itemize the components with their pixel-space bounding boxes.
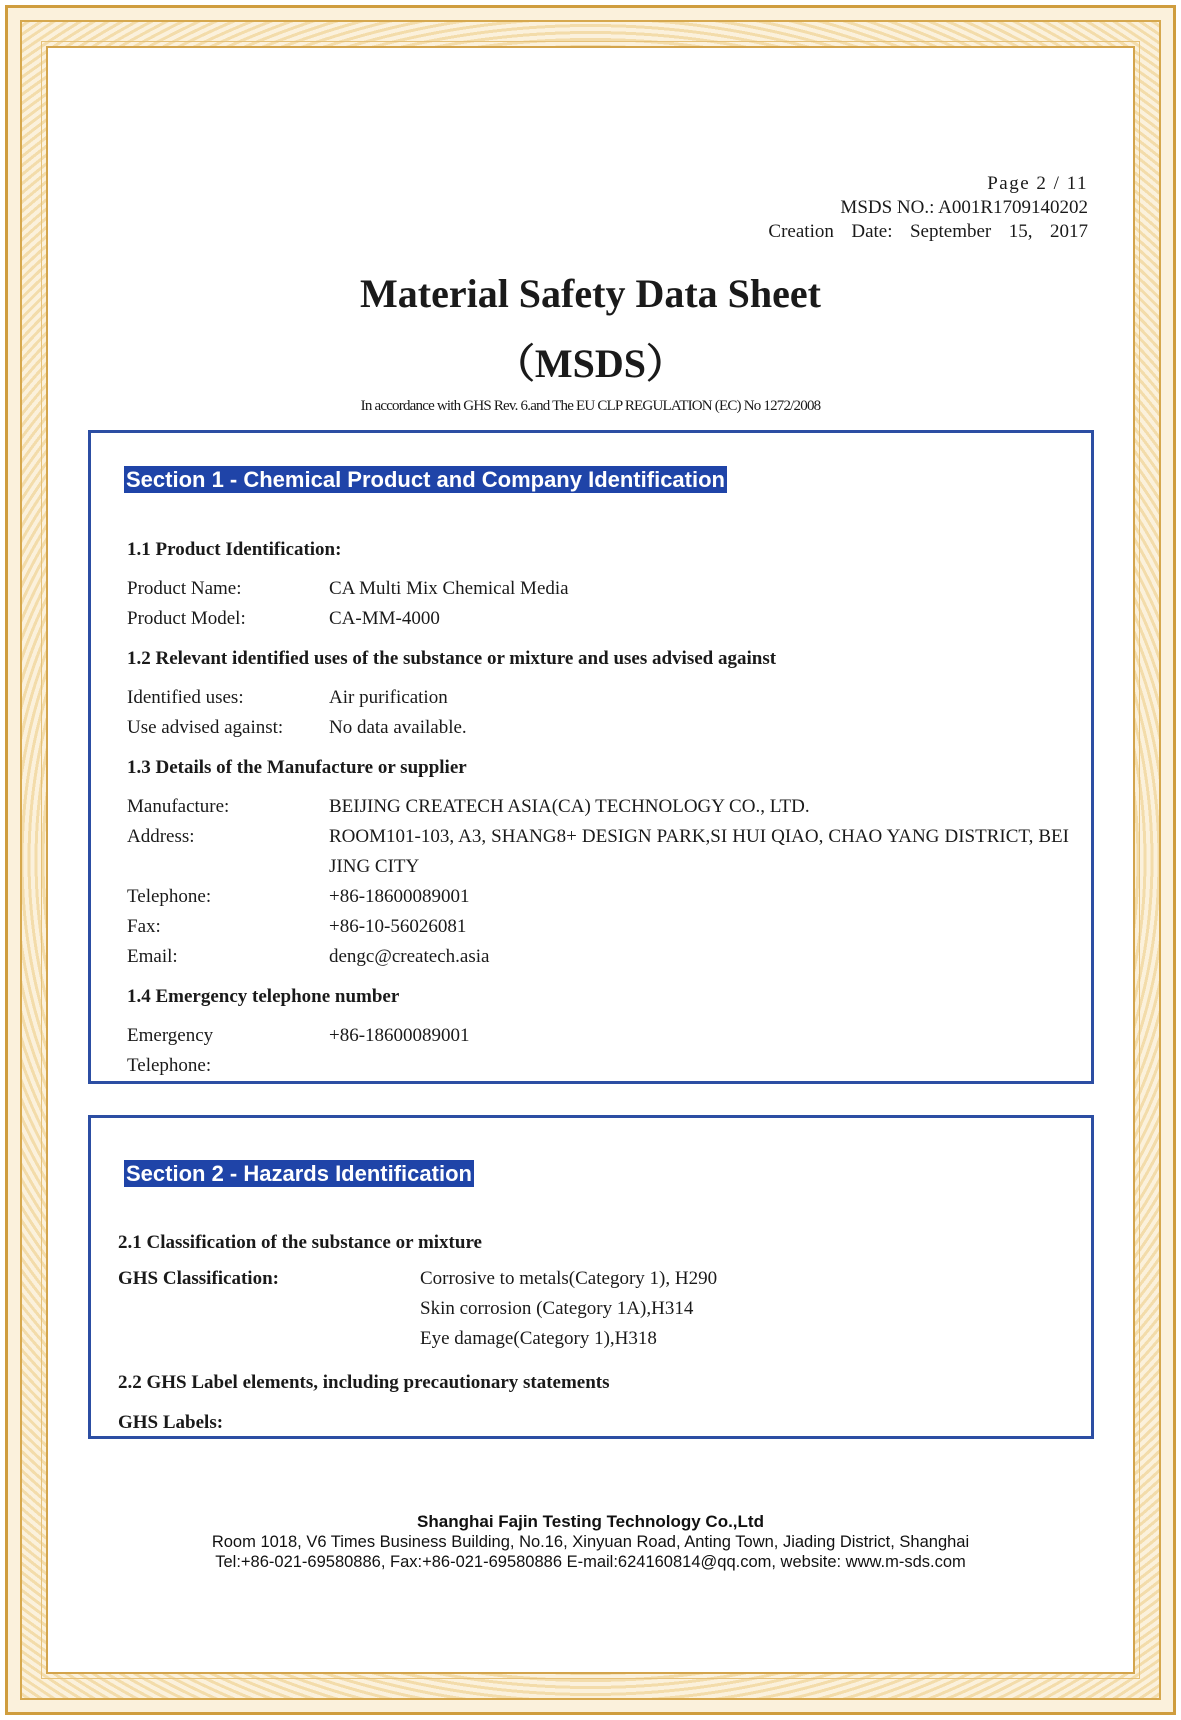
subsection-1-3-title: 1.3 Details of the Manufacture or supplier bbox=[127, 757, 467, 778]
ghs-item-text: Eye damage(Category 1),H318 bbox=[420, 1328, 657, 1349]
product-model-label: Product Model: bbox=[127, 608, 246, 629]
subsection-1-2-title: 1.2 Relevant identified uses of the substance or mixture and uses advised against bbox=[127, 648, 777, 669]
use-advised-against-value: No data available. bbox=[329, 717, 467, 738]
subsection-2-1-title: 2.1 Classification of the substance or mixture bbox=[118, 1232, 482, 1253]
address-value: ROOM101-103, A3, SHANG8+ DESIGN PARK,SI HUI QIAO, CHAO YANG DISTRICT, BEI JING CITY bbox=[329, 826, 1069, 877]
fax-value: +86-10-56026081 bbox=[329, 916, 467, 937]
product-name-label: Product Name: bbox=[127, 578, 242, 599]
footer-contact: Tel:+86-021-69580886, Fax:+86-021-69580886 E-mail:624160814@qq.com, website: www.m-sds.com bbox=[215, 1553, 966, 1571]
header-meta bbox=[768, 172, 1088, 244]
subsection-1-1-title: 1.1 Product Identification: bbox=[127, 539, 342, 560]
emergency-label-line-2: Telephone: bbox=[127, 1055, 212, 1076]
page-number: Page 2 / 11 bbox=[987, 173, 1088, 194]
product-model-value: CA-MM-4000 bbox=[329, 608, 440, 629]
footer-company: Shanghai Fajin Testing Technology Co.,Ltd bbox=[417, 1512, 764, 1531]
telephone-value: +86-18600089001 bbox=[329, 886, 470, 907]
creation-date: Creation Date: September 15, 2017 bbox=[768, 221, 1088, 242]
email-value: dengc@createch.asia bbox=[329, 946, 490, 967]
footer bbox=[0, 1512, 1181, 1572]
manufacture-label: Manufacture: bbox=[127, 796, 230, 817]
use-advised-against-label: Use advised against: bbox=[127, 717, 284, 738]
footer-address: Room 1018, V6 Times Business Building, No.16, Xinyuan Road, Anting Town, Jiading District, Shanghai bbox=[211, 1533, 970, 1551]
ghs-classification-label: GHS Classification: bbox=[118, 1268, 279, 1289]
identified-uses-label: Identified uses: bbox=[127, 687, 244, 708]
document-title: Material Safety Data Sheet bbox=[360, 271, 821, 316]
section-2-box bbox=[88, 1115, 1094, 1439]
address-label: Address: bbox=[127, 826, 195, 847]
section-2-heading: Section 2 - Hazards Identification bbox=[126, 1161, 472, 1186]
telephone-label: Telephone: bbox=[127, 886, 212, 907]
fax-label: Fax: bbox=[127, 916, 161, 937]
product-name-value: CA Multi Mix Chemical Media bbox=[329, 578, 569, 599]
subsection-1-4-title: 1.4 Emergency telephone number bbox=[127, 986, 400, 1007]
emergency-value: +86-18600089001 bbox=[329, 1025, 470, 1046]
section-1-box bbox=[88, 430, 1094, 1084]
msds-number: MSDS NO.: A001R1709140202 bbox=[840, 197, 1088, 218]
email-label: Email: bbox=[127, 946, 178, 967]
document-subtitle: （MSDS） bbox=[494, 341, 687, 386]
identified-uses-value: Air purification bbox=[329, 687, 448, 708]
subsection-2-2-title: 2.2 GHS Label elements, including precautionary statements bbox=[118, 1372, 610, 1393]
manufacture-value: BEIJING CREATECH ASIA(CA) TECHNOLOGY CO., LTD. bbox=[329, 796, 810, 817]
emergency-label-line-1: Emergency bbox=[127, 1025, 214, 1046]
ghs-item-text: Corrosive to metals(Category 1), H290 bbox=[420, 1268, 718, 1289]
ghs-labels-heading: GHS Labels: bbox=[118, 1412, 224, 1433]
section-1-heading: Section 1 - Chemical Product and Company Identification bbox=[126, 467, 725, 492]
ghs-item-text: Skin corrosion (Category 1A),H314 bbox=[420, 1298, 694, 1319]
regulation-note: In accordance with GHS Rev. 6.and The EU CLP REGULATION (EC) No 1272/2008 bbox=[360, 398, 821, 414]
